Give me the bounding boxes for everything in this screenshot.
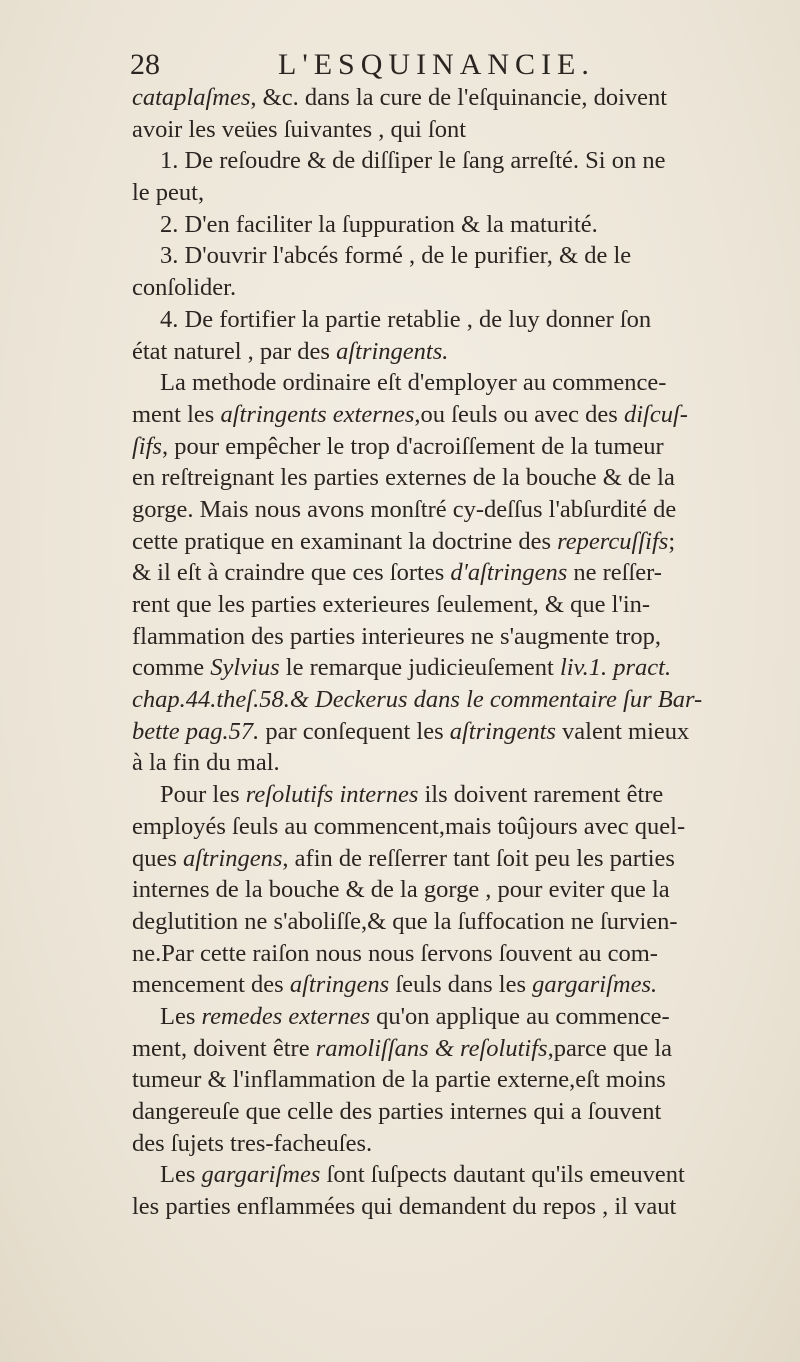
italic-text: gargariſmes. — [532, 971, 658, 999]
italic-text: repercuſſifs — [557, 527, 669, 555]
text-line — [132, 779, 792, 811]
italic-text: aſtringents externes — [220, 400, 415, 428]
text-run: tumeur & l'inflammation de la partie externe,eſt moins — [132, 1066, 666, 1094]
italic-text: remedes externes — [201, 1002, 370, 1030]
text-run: en reſtreignant les parties externes de la bouche & de la — [132, 464, 675, 492]
text-run: ment, doivent être — [132, 1034, 316, 1062]
text-line — [132, 304, 792, 336]
text-line — [132, 494, 792, 526]
text-run: internes de la bouche & de la gorge , pour eviter que la — [132, 876, 670, 904]
text-run: le remarque judicieuſement — [279, 654, 560, 682]
italic-text: aſtringens — [289, 971, 390, 999]
text-run: ſeuls dans les — [389, 971, 533, 999]
italic-text: aſtringents. — [336, 337, 449, 365]
text-line — [132, 336, 792, 368]
text-run: employés ſeuls au commencent,mais toûjours avec quel- — [132, 812, 686, 840]
text-run: ,ou ſeuls ou avec des — [414, 400, 624, 428]
text-run: valent mieux — [555, 717, 690, 745]
text-line — [132, 240, 792, 272]
text-line — [132, 621, 792, 653]
text-run: Les — [160, 1002, 202, 1030]
text-run: 2. D'en faciliter la ſuppuration & la maturité. — [160, 210, 598, 238]
blank-lower-margin — [0, 850, 800, 1362]
text-run: La methode ordinaire eſt d'employer au commence- — [160, 369, 667, 397]
text-run: ne reſſer- — [567, 559, 662, 587]
italic-text: Sylvius — [210, 654, 280, 682]
text-line — [132, 526, 792, 558]
text-run: comme — [132, 654, 211, 682]
text-run: mencement des — [132, 971, 290, 999]
text-run: Pour les — [160, 781, 246, 809]
text-line — [132, 589, 792, 621]
text-line — [132, 652, 792, 684]
italic-text: diſcuſ- — [623, 400, 688, 428]
text-run: avoir les veües ſuivantes , qui ſont — [132, 115, 467, 143]
text-run: , afin de reſſerrer tant ſoit peu les parties — [282, 844, 675, 872]
text-run: ſont ſuſpects dautant qu'ils emeuvent — [320, 1161, 685, 1189]
text-run: cette pratique en examinant la doctrine des — [132, 527, 558, 555]
text-line — [132, 209, 792, 241]
text-run: ne.Par cette raiſon nous nous ſervons ſouvent au com- — [132, 939, 658, 967]
text-run: le peut, — [132, 179, 205, 207]
text-run: flammation des parties interieures ne s'augmente trop, — [132, 622, 661, 650]
text-line — [132, 177, 792, 209]
text-line — [132, 399, 792, 431]
italic-text: bette pag.57. — [132, 717, 260, 745]
italic-text: ramoliſſans & reſolutifs — [315, 1034, 548, 1062]
text-line — [132, 145, 792, 177]
text-line — [132, 684, 792, 716]
text-line — [132, 114, 792, 146]
text-line — [132, 462, 792, 494]
text-run: à la fin du mal. — [132, 749, 280, 777]
text-line — [132, 811, 792, 843]
running-title: L'ESQUINANCIE. — [278, 48, 595, 81]
text-run: état naturel , par des — [132, 337, 337, 365]
text-line — [132, 367, 792, 399]
text-run: ; — [668, 527, 676, 555]
text-run: dangereuſe que celle des parties internes qui a ſouvent — [132, 1098, 662, 1125]
italic-text: cataplaſmes — [132, 84, 251, 111]
text-run: des ſujets tres-facheuſes. — [132, 1129, 373, 1157]
text-run: ment les — [132, 400, 221, 428]
text-run: , &c. dans la cure de l'eſquinancie, doivent — [250, 84, 668, 111]
italic-text: aſtringens — [183, 844, 283, 872]
text-run: rent que les parties exterieures ſeulement, & que l'in- — [132, 591, 651, 618]
text-line — [132, 557, 792, 589]
italic-text: aſtringents — [449, 717, 556, 745]
text-line — [132, 82, 792, 114]
text-run: qu'on applique au commence- — [369, 1002, 670, 1030]
text-run: & il eſt à craindre que ces ſortes — [132, 559, 451, 587]
text-line — [132, 747, 792, 779]
italic-text: chap.44.theſ.58.& Deckerus dans le commentaire ſur Bar- — [132, 686, 703, 714]
italic-text: gargariſmes — [201, 1161, 321, 1189]
italic-text: d'aſtringens — [450, 559, 568, 587]
text-run: gorge. Mais nous avons monſtré cy-deſſus l'abſurdité de — [132, 495, 677, 523]
text-line — [132, 716, 792, 748]
italic-text: ſifs — [132, 432, 162, 460]
text-run: Les — [160, 1161, 202, 1189]
text-run: ils doivent rarement être — [418, 781, 664, 809]
text-run: , pour empêcher le trop d'acroiſſement de la tumeur — [161, 432, 664, 460]
text-run: deglutition ne s'aboliſſe,& que la ſuffocation ne ſurvien- — [132, 907, 678, 935]
italic-text: reſolutifs internes — [245, 781, 419, 809]
text-run: 4. De fortifier la partie retablie , de luy donner ſon — [160, 305, 652, 333]
text-line — [132, 272, 792, 304]
text-run: 1. De reſoudre & de diſſiper le ſang arreſté. Si on ne — [160, 147, 666, 175]
italic-text: liv.1. pract. — [559, 654, 672, 682]
text-run: ,parce que la — [547, 1034, 673, 1062]
text-run: les parties enflammées qui demandent du repos , il vaut — [132, 1193, 677, 1221]
text-run: par conſequent les — [259, 717, 450, 745]
text-run: ques — [132, 844, 184, 872]
text-run: conſolider. — [132, 274, 237, 302]
text-line — [132, 431, 792, 463]
text-run: 3. D'ouvrir l'abcés formé , de le purifier, & de le — [160, 242, 632, 270]
page-number: 28 — [130, 48, 160, 81]
